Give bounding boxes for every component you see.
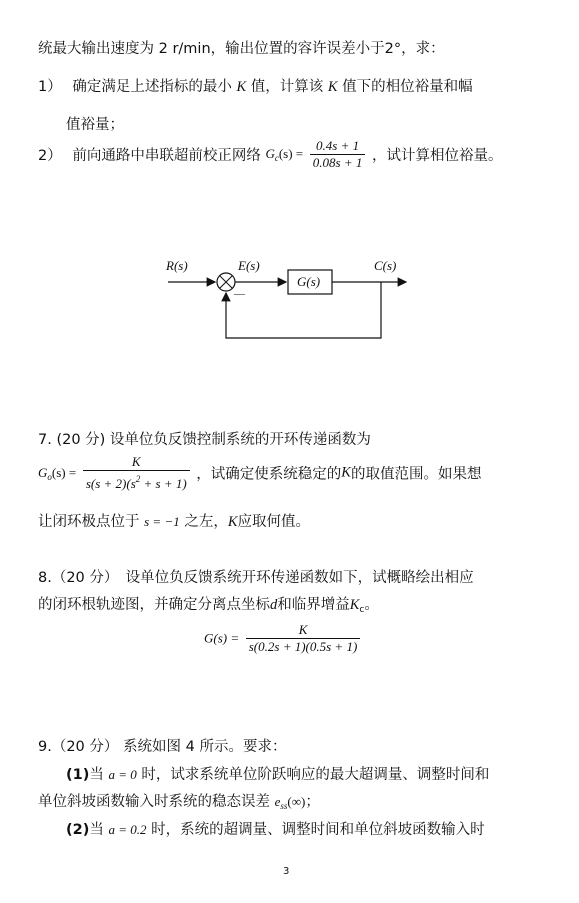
label-E: E(s) (238, 258, 260, 273)
problem-9-heading (38, 735, 286, 756)
text-span: 时，试求系统单位阶跃响应的最大超调量、调整时间和 (141, 767, 490, 783)
math-s: s = −1 (144, 514, 180, 529)
problem-8-formula (204, 622, 362, 655)
math-a: a = 0 (108, 767, 137, 782)
list-item-2 (38, 138, 502, 171)
text-span: 8.（20 分） 设单位负反馈系统开环传递函数如下，试概略绘出相应 (38, 570, 474, 586)
fraction-numerator: 0.4s + 1 (310, 138, 366, 155)
text-span: 时，系统的超调量、调整时间和单位斜坡函数输入时 (151, 822, 485, 838)
math-K: K (236, 79, 247, 95)
text-span: 。 (364, 597, 379, 613)
problem-7-heading (38, 428, 371, 449)
math-K: K (349, 597, 360, 613)
text-span: 当 (89, 767, 104, 783)
math-K: K (327, 79, 338, 95)
text-line (66, 113, 124, 134)
item-number: (1) (66, 767, 90, 783)
text-span: 当 (89, 822, 104, 838)
item-number: (2) (66, 822, 90, 838)
text-span: ； (305, 794, 320, 810)
item-number: 2） (38, 148, 62, 164)
fraction-numerator: K (246, 622, 361, 639)
page-number: 3 (283, 866, 290, 877)
label-C: C(s) (374, 258, 397, 273)
text-span: 让闭环极点位于 (38, 514, 140, 530)
text-span: 9.（20 分） 系统如图 4 所示。要求： (38, 739, 287, 755)
math-ess: $e_{ss}(\infty)$ (274, 794, 306, 811)
block-diagram (150, 245, 430, 355)
text-span: ，试计算相位裕量。 (371, 148, 503, 164)
text-span: 值裕量； (66, 117, 124, 133)
math-subscript: c (359, 605, 365, 615)
fraction-denominator: s(0.2s + 1)(0.5s + 1) (248, 639, 358, 654)
text-span: 确定满足上述指标的最小 (72, 79, 232, 95)
problem-7-formula-line (38, 454, 481, 492)
text-span: 之左， (184, 514, 228, 530)
label-G: G(s) (297, 274, 321, 289)
text-span: 值下的相位裕量和幅 (342, 79, 473, 95)
math-gc: $G_c(s)$ = (265, 146, 304, 163)
text-span: 前向通路中串联超前校正网络 (72, 148, 261, 164)
text-span: 统最大输出速度为 2 r/min，输出位置的容许误差小于2°，求： (38, 41, 445, 57)
text-span: 应取何值。 (237, 514, 310, 530)
math-K: K (227, 514, 238, 530)
g-fraction (246, 622, 361, 655)
label-R: R(s) (166, 258, 188, 273)
text-span: 值，计算该 (250, 79, 324, 95)
problem-8-heading (38, 566, 474, 587)
text-span: ，试确定使系统稳定的 (196, 466, 342, 483)
math-d: d (270, 597, 278, 613)
text-span: 的闭环根轨迹图，并确定分离点坐标 (38, 597, 270, 613)
fraction-numerator: K (83, 454, 190, 471)
list-item-1 (66, 763, 489, 784)
fraction-denominator: 0.08s + 1 (312, 155, 363, 170)
math-a: a = 0.2 (108, 822, 147, 837)
math-K: K (341, 464, 351, 481)
go-fraction (83, 454, 190, 492)
text-span: 和临界增益 (277, 597, 350, 613)
list-item-2 (66, 818, 485, 839)
text-span: 7. (20 分) 设单位负反馈控制系统的开环传递函数为 (38, 432, 371, 448)
text-span: 的取值范围。如果想 (350, 466, 482, 483)
minus-sign: — (234, 288, 245, 300)
math-g: G(s) = (204, 630, 240, 646)
fraction-denominator: $s(s + 2)(s^2 + s + 1)$ (85, 474, 187, 491)
gc-fraction (310, 138, 366, 171)
text-line (38, 37, 445, 58)
item-number: 1） (38, 79, 62, 95)
text-line (38, 510, 310, 531)
feedback-path (226, 282, 381, 338)
text-line (38, 593, 379, 615)
math-go: $G_o(s)$ = (38, 464, 77, 482)
text-line (38, 790, 320, 811)
text-span: 单位斜坡函数输入时系统的稳态误差 (38, 794, 270, 810)
list-item-1 (38, 75, 473, 96)
